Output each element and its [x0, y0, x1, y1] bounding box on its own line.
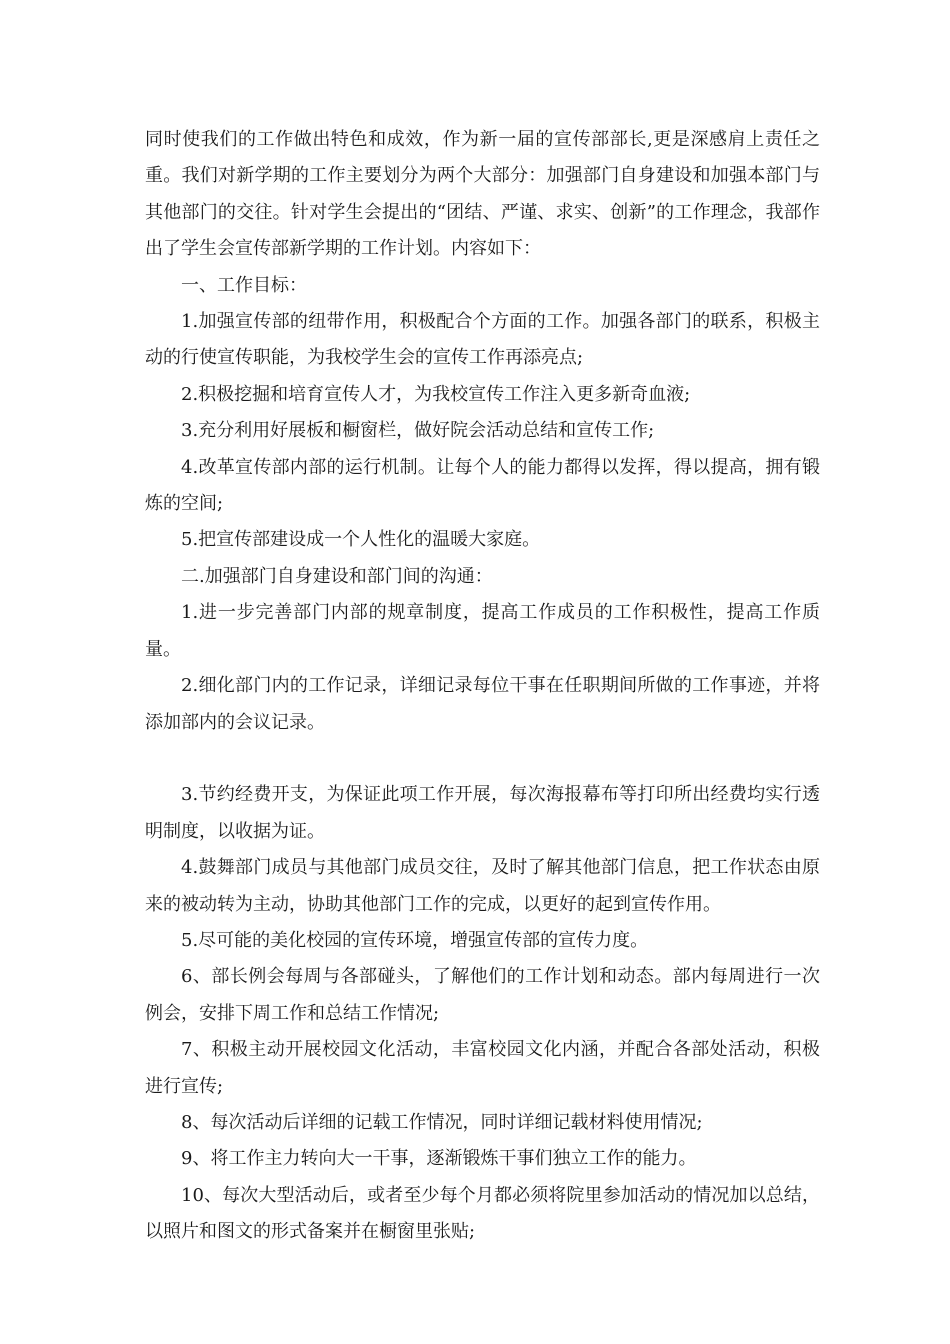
section-heading-communication: 二.加强部门自身建设和部门间的沟通：	[181, 565, 493, 587]
document-body	[145, 122, 820, 1251]
paragraph-goal-3: 3.充分利用好展板和橱窗栏，做好院会活动总结和宣传工作;	[181, 420, 655, 442]
paragraph-item-8: 8、每次活动后详细的记载工作情况，同时详细记载材料使用情况;	[181, 1111, 703, 1133]
paragraph-item-10: 10、每次大型活动后，或者至少每个月都必须将院里参加活动的情况加以总结，以照片和图文的形式备案并在橱窗里张贴;	[145, 1184, 820, 1243]
paragraph-item-6: 6、部长例会每周与各部碰头，了解他们的工作计划和动态。部内每周进行一次例会，安排下周工作和总结工作情况;	[145, 966, 820, 1024]
paragraph-goal-1: 1.加强宣传部的纽带作用，积极配合个方面的工作。加强各部门的联系，积极主动的行使宣传职能，为我校学生会的宣传工作再添亮点;	[145, 311, 820, 369]
blank-line	[145, 741, 820, 777]
paragraph-comm-3: 3.节约经费开支，为保证此项工作开展，每次海报幕布等打印所出经费均实行透明制度，以收据为证。	[145, 784, 820, 842]
paragraph-comm-5: 5.尽可能的美化校园的宣传环境，增强宣传部的宣传力度。	[181, 929, 649, 951]
paragraph-goal-4: 4.改革宣传部内部的运行机制。让每个人的能力都得以发挥，得以提高，拥有锻炼的空间;	[145, 456, 820, 515]
paragraph-goal-2: 2.积极挖掘和培育宣传人才，为我校宣传工作注入更多新奇血液;	[181, 383, 691, 405]
section-heading-goals: 一、工作目标：	[181, 274, 307, 296]
paragraph-item-7: 7、积极主动开展校园文化活动，丰富校园文化内涵，并配合各部处活动，积极进行宣传;	[145, 1039, 820, 1097]
paragraph-comm-2: 2.细化部门内的工作记录，详细记录每位干事在任职期间所做的工作事迹，并将添加部内的会议记录。	[145, 675, 820, 733]
paragraph-comm-1: 1.进一步完善部门内部的规章制度，提高工作成员的工作积极性，提高工作质量。	[145, 602, 820, 660]
paragraph-intro: 同时使我们的工作做出特色和成效，作为新一届的宣传部部长,更是深感肩上责任之重。我们对新学期的工作主要划分为两个大部分：加强部门自身建设和加强本部门与其他部门的交往。针对学生会提出的“团结、严谨、求实、创新”的工作理念，我部作出了学生会宣传部新学期的工作计划。内容如下：	[145, 129, 820, 260]
paragraph-goal-5: 5.把宣传部建设成一个人性化的温暖大家庭。	[181, 529, 541, 551]
paragraph-item-9: 9、将工作主力转向大一干事，逐渐锻炼干事们独立工作的能力。	[181, 1148, 697, 1170]
paragraph-comm-4: 4.鼓舞部门成员与其他部门成员交往，及时了解其他部门信息，把工作状态由原来的被动转为主动，协助其他部门工作的完成，以更好的起到宣传作用。	[145, 857, 820, 915]
